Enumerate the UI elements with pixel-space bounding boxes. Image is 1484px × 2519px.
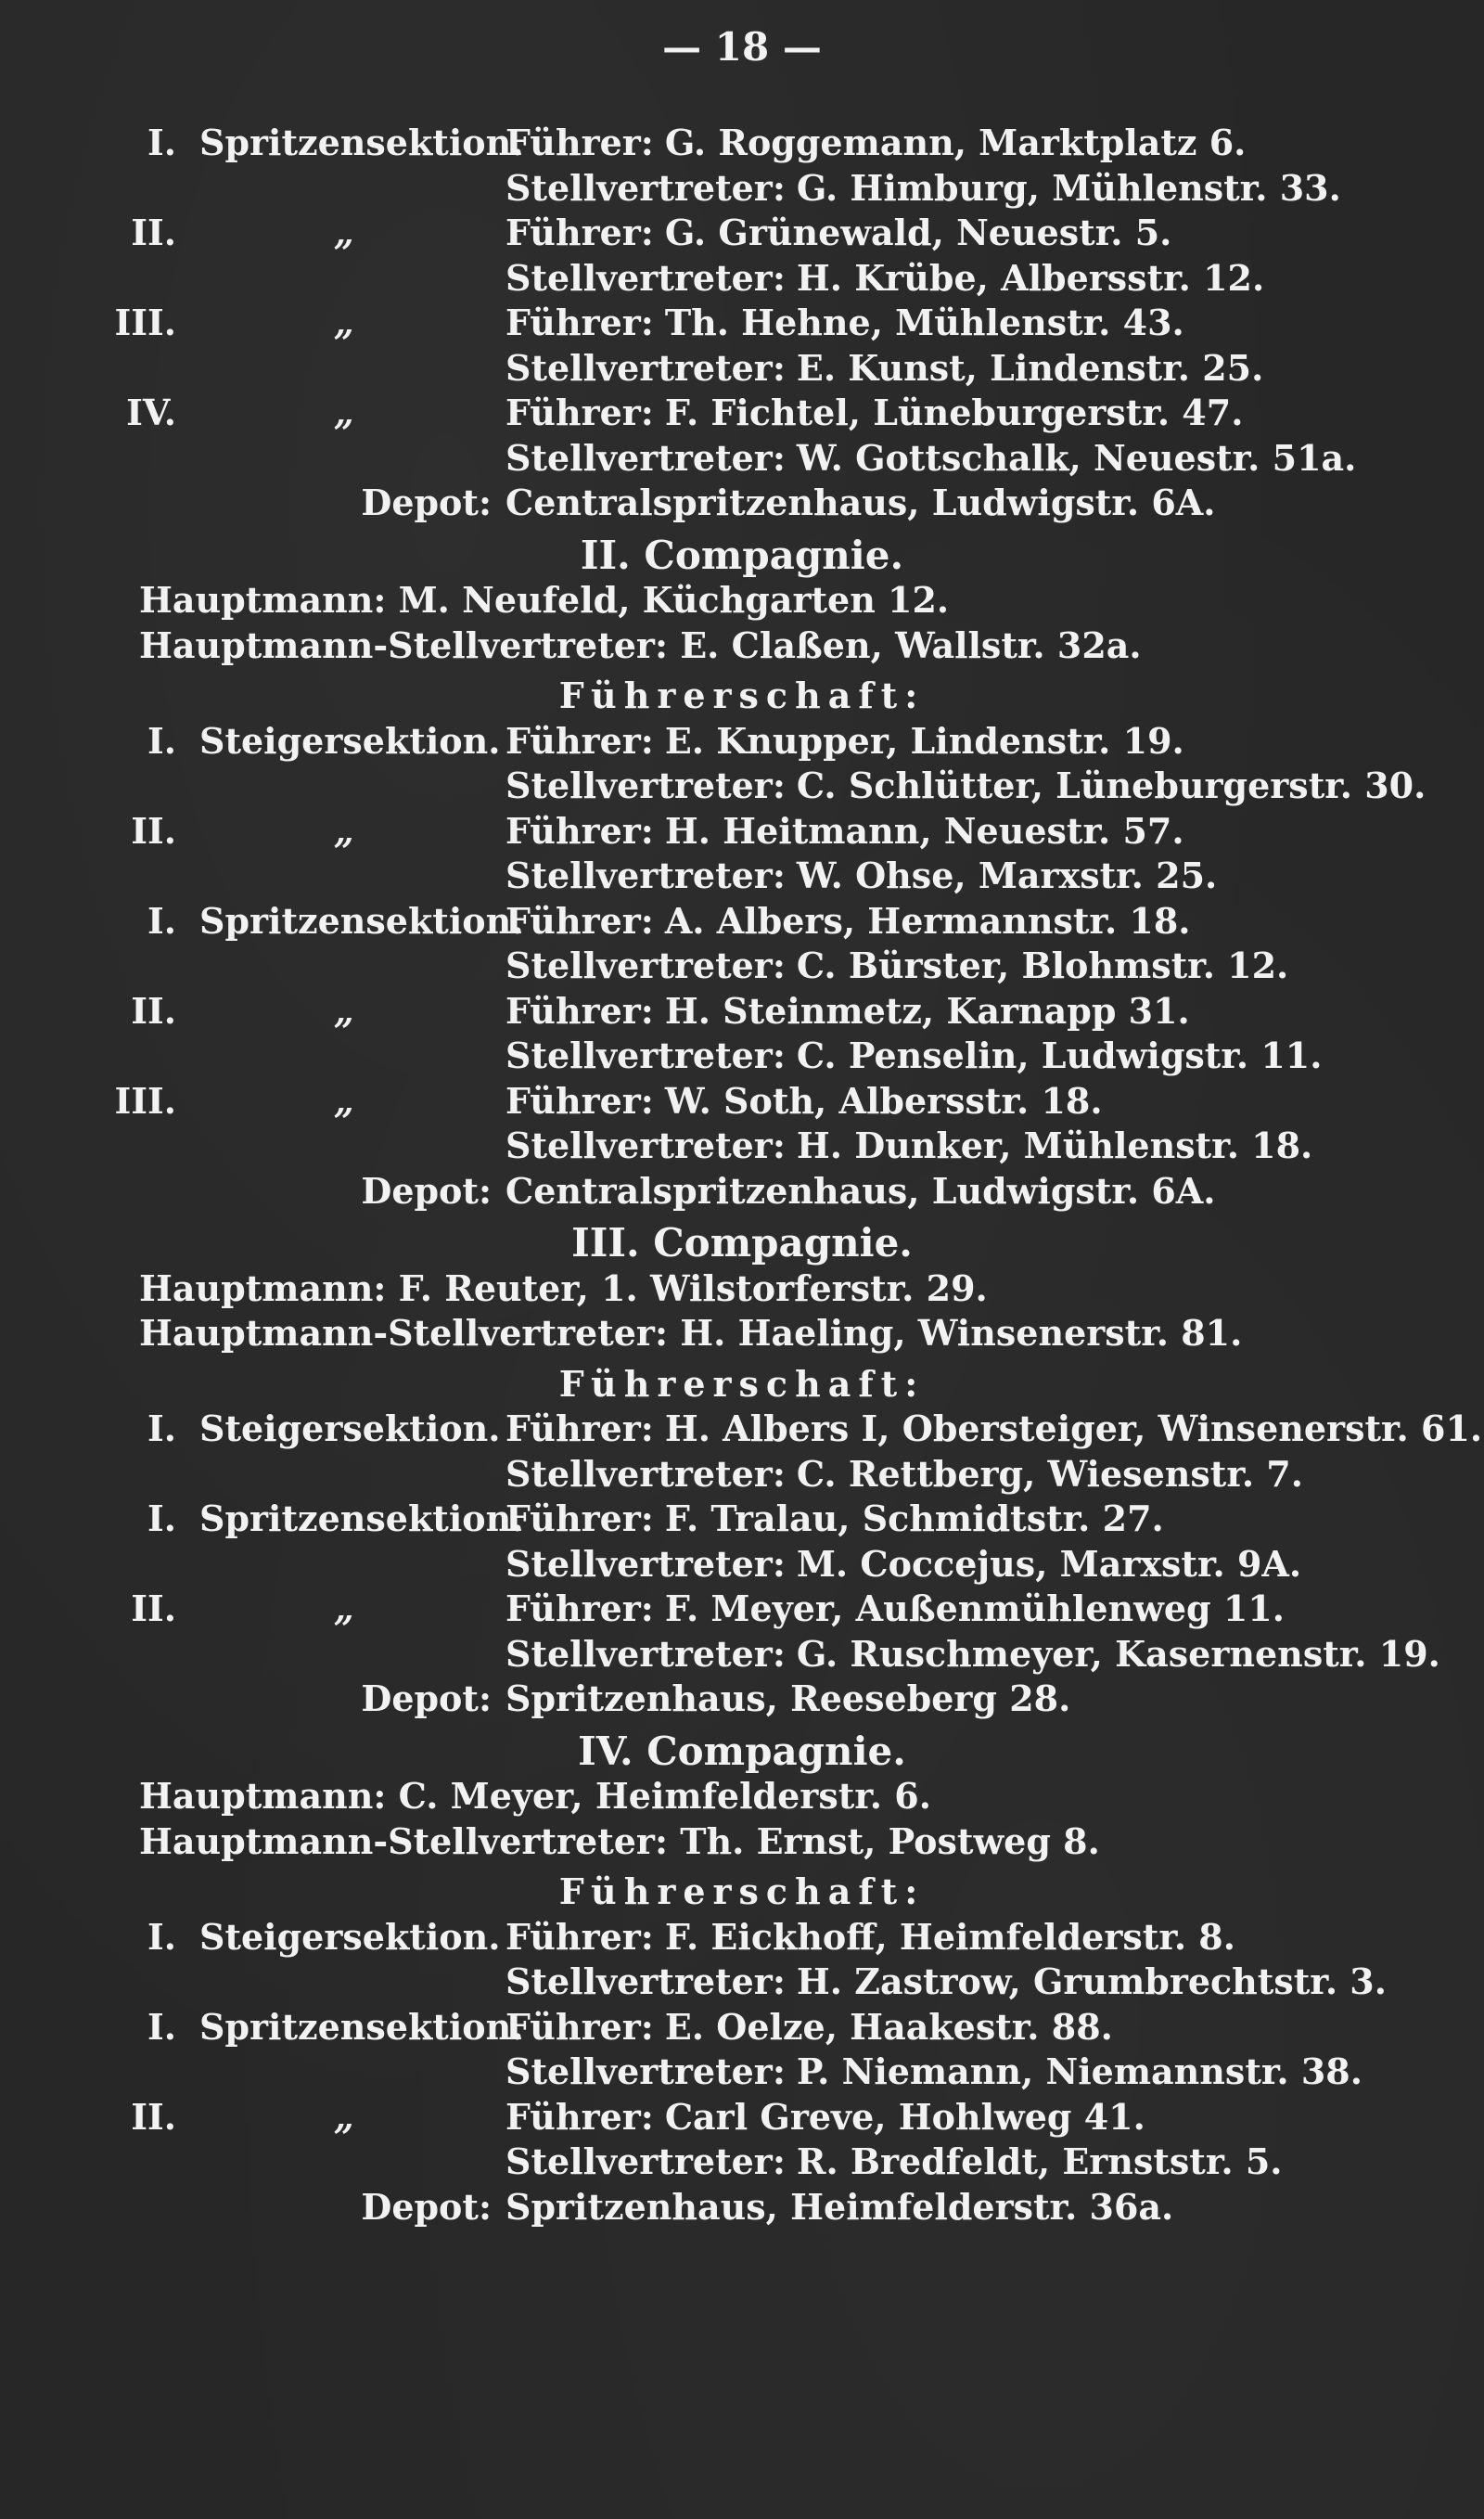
leader-label: Führer: bbox=[505, 2005, 654, 2048]
leader-label: Führer: bbox=[505, 1497, 654, 1539]
person-entry: F. Meyer, Außenmühlenweg 11. bbox=[664, 1587, 1285, 1629]
section-number: III. bbox=[114, 1079, 176, 1122]
person-entry: R. Bredfeldt, Ernststr. 5. bbox=[796, 2140, 1283, 2182]
section-name: Steigersektion. bbox=[199, 1407, 501, 1449]
depot-label: Depot: bbox=[361, 1677, 492, 1719]
person-entry: H. Krübe, Albersstr. 12. bbox=[796, 256, 1265, 299]
leader-label: Führer: bbox=[505, 1915, 654, 1958]
ditto-mark: „ bbox=[334, 392, 354, 433]
deputy-label: Stellvertreter: bbox=[505, 256, 786, 299]
section-name: Spritzensektion. bbox=[199, 2005, 524, 2048]
section-number: III. bbox=[114, 302, 176, 343]
deputy-label: Stellvertreter: bbox=[505, 436, 786, 479]
person-entry: M. Coccejus, Marxstr. 9A. bbox=[796, 1542, 1302, 1585]
fuehrerschaft-heading: Führerschaft: bbox=[558, 1870, 926, 1912]
leader-label: Führer: bbox=[505, 809, 654, 852]
deputy-label: Stellvertreter: bbox=[505, 1632, 786, 1675]
person-entry: Th. Hehne, Mühlenstr. 43. bbox=[664, 302, 1184, 343]
ditto-mark: „ bbox=[334, 1587, 354, 1629]
person-entry: A. Albers, Hermannstr. 18. bbox=[664, 899, 1191, 942]
leader-label: Führer: bbox=[505, 1587, 654, 1629]
deputy-label: Stellvertreter: bbox=[505, 1125, 786, 1166]
leader-label: Führer: bbox=[505, 719, 654, 762]
captain-line: Hauptmann: F. Reuter, 1. Wilstorferstr. 29. bbox=[139, 1266, 988, 1309]
section-number: II. bbox=[131, 809, 176, 852]
depot-label: Depot: bbox=[361, 482, 492, 523]
section-number: II. bbox=[131, 989, 176, 1032]
ditto-mark: „ bbox=[334, 212, 354, 253]
section-number: IV. bbox=[126, 392, 176, 433]
person-entry: E. Knupper, Lindenstr. 19. bbox=[664, 719, 1184, 762]
leader-label: Führer: bbox=[505, 2095, 654, 2138]
depot-label: Depot: bbox=[361, 1169, 492, 1212]
section-name: Spritzensektion. bbox=[199, 899, 524, 942]
section-name: Spritzensektion. bbox=[199, 122, 524, 163]
deputy-label: Stellvertreter: bbox=[505, 855, 786, 896]
section-number: I. bbox=[147, 1497, 176, 1539]
person-entry: H. Albers I, Obersteiger, Winsenerstr. 61. bbox=[664, 1407, 1483, 1449]
captain-line: Hauptmann: M. Neufeld, Küchgarten 12. bbox=[139, 579, 950, 621]
person-entry: E. Kunst, Lindenstr. 25. bbox=[796, 346, 1264, 389]
leader-label: Führer: bbox=[505, 1407, 654, 1449]
person-entry: Centralspritzenhaus, Ludwigstr. 6A. bbox=[505, 1169, 1216, 1212]
company-heading: II. Compagnie. bbox=[580, 532, 904, 578]
person-entry: G. Roggemann, Marktplatz 6. bbox=[664, 122, 1247, 163]
person-entry: C. Penselin, Ludwigstr. 11. bbox=[796, 1035, 1323, 1076]
leader-label: Führer: bbox=[505, 212, 654, 253]
person-entry: G. Himburg, Mühlenstr. 33. bbox=[796, 166, 1341, 209]
person-entry: H. Dunker, Mühlenstr. 18. bbox=[796, 1125, 1313, 1166]
deputy-label: Stellvertreter: bbox=[505, 1452, 786, 1495]
leader-label: Führer: bbox=[505, 392, 654, 433]
ditto-mark: „ bbox=[334, 302, 354, 343]
person-entry: W. Ohse, Marxstr. 25. bbox=[796, 855, 1218, 896]
leader-label: Führer: bbox=[505, 122, 654, 163]
person-entry: C. Bürster, Blohmstr. 12. bbox=[796, 945, 1289, 986]
person-entry: Spritzenhaus, Reeseberg 28. bbox=[505, 1677, 1071, 1719]
company-heading: IV. Compagnie. bbox=[578, 1728, 906, 1774]
person-entry: W. Soth, Albersstr. 18. bbox=[664, 1079, 1103, 1122]
person-entry: E. Oelze, Haakestr. 88. bbox=[664, 2005, 1113, 2048]
person-entry: F. Eickhoff, Heimfelderstr. 8. bbox=[664, 1915, 1235, 1958]
deputy-captain-line: Hauptmann-Stellvertreter: E. Claßen, Wallstr. 32a. bbox=[139, 623, 1142, 666]
person-entry: C. Schlütter, Lüneburgerstr. 30. bbox=[796, 765, 1426, 806]
deputy-label: Stellvertreter: bbox=[505, 346, 786, 389]
fuehrerschaft-heading: Führerschaft: bbox=[558, 1362, 926, 1405]
person-entry: Spritzenhaus, Heimfelderstr. 36a. bbox=[505, 2185, 1174, 2228]
leader-label: Führer: bbox=[505, 989, 654, 1032]
section-name: Spritzensektion. bbox=[199, 1497, 524, 1539]
section-number: II. bbox=[131, 2095, 176, 2138]
section-number: I. bbox=[147, 719, 176, 762]
page-number: — 18 — bbox=[662, 24, 822, 70]
fuehrerschaft-heading: Führerschaft: bbox=[558, 675, 926, 716]
person-entry: F. Fichtel, Lüneburgerstr. 47. bbox=[664, 392, 1244, 433]
section-number: I. bbox=[147, 2005, 176, 2048]
deputy-label: Stellvertreter: bbox=[505, 1035, 786, 1076]
section-number: I. bbox=[147, 899, 176, 942]
person-entry: F. Tralau, Schmidtstr. 27. bbox=[664, 1497, 1164, 1539]
person-entry: H. Heitmann, Neuestr. 57. bbox=[664, 809, 1184, 852]
section-number: I. bbox=[147, 1407, 176, 1449]
deputy-label: Stellvertreter: bbox=[505, 2140, 786, 2182]
person-entry: G. Ruschmeyer, Kasernenstr. 19. bbox=[796, 1632, 1440, 1675]
deputy-label: Stellvertreter: bbox=[505, 765, 786, 806]
leader-label: Führer: bbox=[505, 302, 654, 343]
ditto-mark: „ bbox=[334, 989, 354, 1032]
section-number: I. bbox=[147, 122, 176, 163]
section-number: I. bbox=[147, 1915, 176, 1958]
captain-line: Hauptmann: C. Meyer, Heimfelderstr. 6. bbox=[139, 1775, 931, 1817]
person-entry: C. Rettberg, Wiesenstr. 7. bbox=[796, 1452, 1303, 1495]
leader-label: Führer: bbox=[505, 1079, 654, 1122]
section-number: II. bbox=[131, 1587, 176, 1629]
leader-label: Führer: bbox=[505, 899, 654, 942]
ditto-mark: „ bbox=[334, 809, 354, 852]
deputy-label: Stellvertreter: bbox=[505, 1542, 786, 1585]
person-entry: W. Gottschalk, Neuestr. 51a. bbox=[796, 436, 1357, 479]
person-entry: G. Grünewald, Neuestr. 5. bbox=[664, 212, 1172, 253]
section-name: Steigersektion. bbox=[199, 719, 501, 762]
company-heading: III. Compagnie. bbox=[571, 1220, 913, 1266]
section-number: II. bbox=[131, 212, 176, 253]
deputy-captain-line: Hauptmann-Stellvertreter: H. Haeling, Winsenerstr. 81. bbox=[139, 1312, 1243, 1354]
person-entry: H. Zastrow, Grumbrechtstr. 3. bbox=[796, 1960, 1387, 2002]
deputy-label: Stellvertreter: bbox=[505, 2050, 786, 2092]
deputy-label: Stellvertreter: bbox=[505, 166, 786, 209]
person-entry: P. Niemann, Niemannstr. 38. bbox=[796, 2050, 1362, 2092]
depot-label: Depot: bbox=[361, 2185, 492, 2228]
deputy-label: Stellvertreter: bbox=[505, 1960, 786, 2002]
deputy-label: Stellvertreter: bbox=[505, 945, 786, 986]
person-entry: Carl Greve, Hohlweg 41. bbox=[664, 2095, 1145, 2138]
section-name: Steigersektion. bbox=[199, 1915, 501, 1958]
person-entry: Centralspritzenhaus, Ludwigstr. 6A. bbox=[505, 482, 1216, 523]
deputy-captain-line: Hauptmann-Stellvertreter: Th. Ernst, Postweg 8. bbox=[139, 1819, 1100, 1862]
ditto-mark: „ bbox=[334, 1079, 354, 1122]
person-entry: H. Steinmetz, Karnapp 31. bbox=[664, 989, 1190, 1032]
ditto-mark: „ bbox=[334, 2095, 354, 2138]
